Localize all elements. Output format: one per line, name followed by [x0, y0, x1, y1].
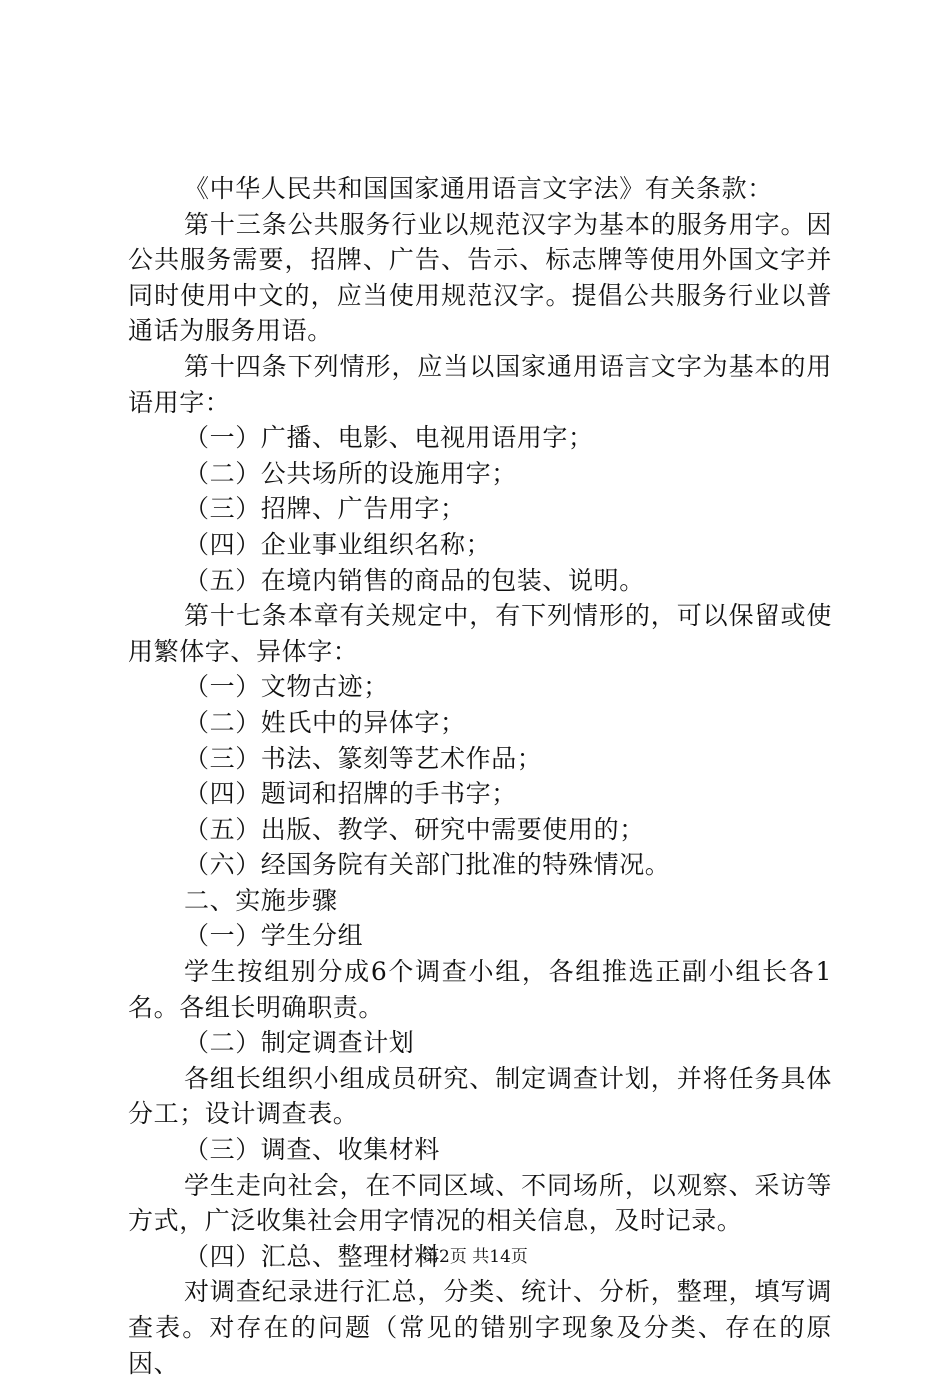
- subsection-heading: （四）汇总、整理材料: [184, 1241, 441, 1271]
- paragraph: （二）姓氏中的异体字；: [184, 707, 466, 737]
- paragraph: 各组长组织小组成员研究、制定调查计划，并将任务具体分工；设计调查表。: [128, 1063, 832, 1129]
- paragraph: （三）招牌、广告用字；: [184, 494, 466, 524]
- paragraph: 第十四条下列情形，应当以国家通用语言文字为基本的用语用字：: [128, 351, 832, 417]
- paragraph: （五）在境内销售的商品的包装、说明。: [184, 565, 645, 595]
- paragraph: 学生走向社会，在不同区域、不同场所，以观察、采访等方式，广泛收集社会用字情况的相关信息，及时记录。: [128, 1170, 832, 1236]
- subsection-heading: （一）学生分组: [184, 921, 364, 951]
- page-number-footer: 第2页 共14页: [422, 1247, 528, 1267]
- paragraph: （六）经国务院有关部门批准的特殊情况。: [184, 850, 671, 880]
- paragraph: （三）书法、篆刻等艺术作品；: [184, 743, 543, 773]
- paragraph: 对调查纪录进行汇总，分类、统计、分析，整理，填写调查表。对存在的问题（常见的错别字现象及分类、存在的原因、: [128, 1277, 832, 1378]
- paragraph: （一）广播、电影、电视用语用字；: [184, 423, 594, 453]
- paragraph: （四）题词和招牌的手书字；: [184, 779, 517, 809]
- paragraph: 《中华人民共和国国家通用语言文字法》有关条款：: [184, 174, 773, 203]
- paragraph: 学生按组别分成6个调查小组，各组推选正副小组长各1名。各组长明确职责。: [128, 957, 832, 1022]
- paragraph: （四）企业事业组织名称；: [184, 529, 492, 559]
- paragraph: （一）文物古迹；: [184, 672, 389, 702]
- paragraph: 第十三条公共服务行业以规范汉字为基本的服务用字。因公共服务需要，招牌、广告、告示、标志牌等使用外国文字并同时使用中文的，应当使用规范汉字。提倡公共服务行业以普通话为服务用语。: [128, 209, 832, 346]
- subsection-heading: （三）调查、收集材料: [184, 1135, 441, 1165]
- document-body: [128, 171, 832, 1381]
- subsection-heading: （二）制定调查计划: [184, 1028, 415, 1058]
- section-heading: 二、实施步骤: [184, 885, 338, 915]
- paragraph: 第十七条本章有关规定中，有下列情形的，可以保留或使用繁体字、异体字：: [128, 601, 832, 666]
- paragraph: （二）公共场所的设施用字；: [184, 458, 517, 488]
- paragraph: （五）出版、教学、研究中需要使用的；: [184, 814, 645, 844]
